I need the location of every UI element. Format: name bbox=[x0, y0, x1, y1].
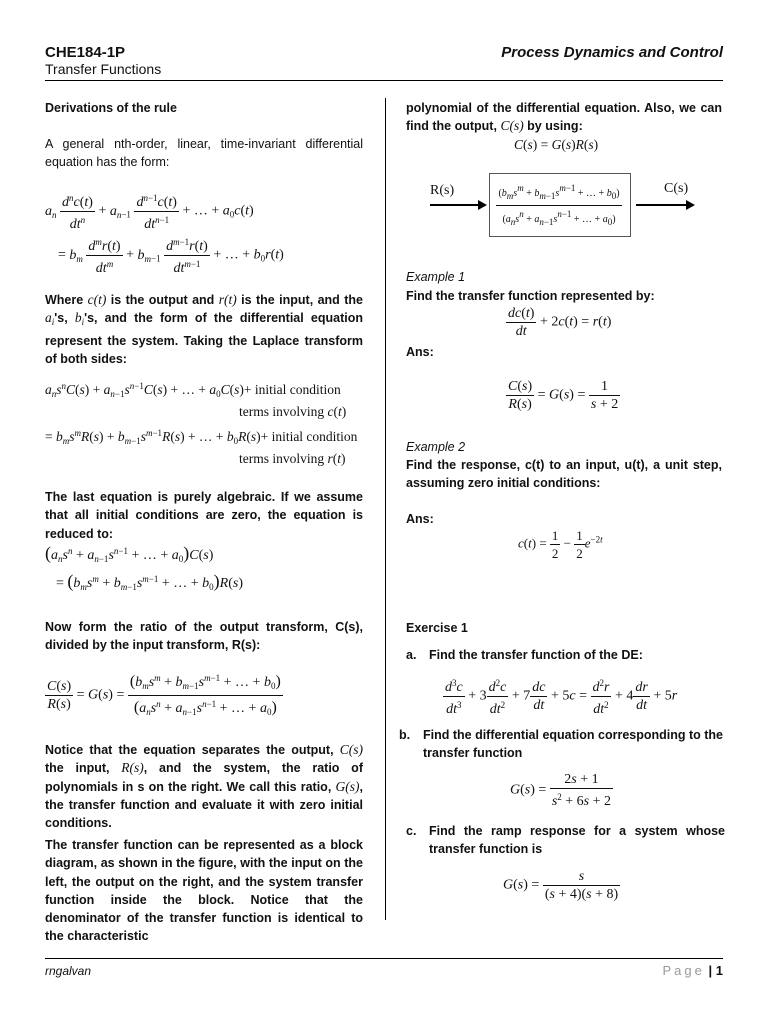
example2-answer: c(t) = $\frac{1}{2}$ − $\frac{1}{2}$ $e^{-2t}$ bbox=[518, 528, 603, 561]
notice-paragraph: Notice that the equation separates the output, C(s) the input, R(s), and the system, the ratio of polynomials in s on the right. We call this ratio, G(s), the transfer function and evaluate it with zero initial conditions. bbox=[45, 742, 363, 831]
ode-equation-line1: $a_n$ $\frac{d^nc(t)}{dt^n}$ + $a_{n-1}$ $\frac{d^{n-1}c(t)}{dt^{n-1}}$ + … + $a_0c(t)$ bbox=[45, 190, 254, 233]
example2-title: Example 2 bbox=[406, 440, 466, 454]
exercise-a-label: a. bbox=[406, 648, 417, 662]
page-separator: | bbox=[708, 963, 713, 978]
course-code: CHE184-1P bbox=[45, 44, 126, 61]
example1-equation: $\frac{dc(t)}{dt}$ + 2c(t) = r(t) bbox=[508, 306, 612, 339]
column-divider bbox=[385, 98, 386, 920]
exercise-c-label: c. bbox=[406, 824, 417, 838]
section-heading: Derivations of the rule bbox=[45, 101, 177, 115]
ratio-paragraph: Now form the ratio of the output transform, C(s), divided by the input transform, R(s): bbox=[45, 620, 363, 653]
diagram-input-label: R(s) bbox=[430, 183, 455, 198]
output-equation: C(s) = G(s)R(s) bbox=[514, 137, 599, 152]
reduced-equation-line1: ($a_ns^n + a_{n-1}s^{n-1}$ + … + $a_0)C(s)$ bbox=[45, 543, 214, 564]
example1-ans-label: Ans: bbox=[406, 345, 434, 359]
exercise-b-label: b. bbox=[399, 728, 411, 742]
document-subtitle: Transfer Functions bbox=[45, 61, 162, 77]
reduced-equation-line2: = ($b_ms^m + b_{m-1}s^{m-1}$ + … + $b_0)R(s)$ bbox=[56, 571, 244, 592]
example1-question: Find the transfer function represented by: bbox=[406, 289, 655, 303]
exercise-a-text: Find the transfer function of the DE: bbox=[429, 648, 643, 662]
footer-page bbox=[663, 963, 724, 978]
output-paragraph: polynomial of the differential equation. Also, we can find the output, C(s) by using: bbox=[406, 101, 722, 134]
laplace-terms-c: terms involving c(t) bbox=[239, 404, 347, 419]
example2-ans-label: Ans: bbox=[406, 512, 434, 526]
output-arrow-head bbox=[686, 200, 695, 210]
page-number: 1 bbox=[715, 963, 723, 978]
page-word: Page bbox=[662, 963, 705, 978]
input-arrow-line bbox=[430, 204, 480, 206]
laplace-equation-line1: $a_ns^nC(s) + a_{n-1}s^{n-1}C(s)$ + … + $a_0C(s)+$ initial condition bbox=[45, 381, 341, 399]
exercise-a-equation: $\frac{d^3c}{dt^3}$ + 3 $\frac{d^2c}{dt^2}$ + 7 $\frac{dc}{dt}$ + 5c = $\frac{d^2r}{dt^2}$ + 4 $\frac{dr}{dt}$ + 5r bbox=[443, 675, 677, 718]
example1-answer: $\frac{C(s)}{R(s)}$ = G(s) = $\frac{1}{s + 2}$ bbox=[508, 379, 619, 412]
laplace-terms-r: terms involving r(t) bbox=[239, 451, 346, 466]
footer-rule bbox=[45, 958, 723, 959]
diagram-output-label: C(s) bbox=[664, 181, 689, 196]
exercise-title: Exercise 1 bbox=[406, 621, 468, 635]
exercise-c-equation: G(s) = $\frac{s}{(s + 4)(s + 8)}$ bbox=[503, 869, 619, 902]
intro-paragraph: A general nth-order, linear, time-invariant differential equation has the form: bbox=[45, 137, 363, 170]
where-paragraph: Where c(t) is the output and r(t) is the input, and the $a_i's$, $b_i's$, and the form of the differential equation represent the system. Taking the Laplace transform of both sides: bbox=[45, 292, 363, 366]
header-rule bbox=[45, 80, 723, 81]
transfer-function-definition: $\frac{C(s)}{R(s)}$ = G(s) = $\frac{(b_ms^m + b_{m-1}s^{m-1} + \dots + b_0)}{(a_ns^n + a_{n-1}s^{n-1} + \dots + a_0)}$ bbox=[45, 670, 283, 721]
ode-equation-line2: = $b_m$ $\frac{d^mr(t)}{dt^m}$ + $b_{m-1}$ $\frac{d^{m-1}r(t)}{dt^{m-1}}$ + … + $b_0r(t)$ bbox=[58, 234, 284, 277]
exercise-b-text: Find the differential equation corresponding to the transfer function bbox=[423, 728, 723, 761]
example1-title: Example 1 bbox=[406, 270, 466, 284]
footer-author: rngalvan bbox=[45, 964, 92, 978]
output-arrow-line bbox=[636, 204, 688, 206]
block-diagram-paragraph: The transfer function can be represented as a block diagram, as shown in the figure, with the input on the left, the output on the right, and the system transfer function inside the block. Notice that the denominator of the transfer function is identical to the characteristic bbox=[45, 838, 363, 944]
document-title: Process Dynamics and Control bbox=[501, 44, 723, 61]
laplace-equation-line2: = $b_ms^mR(s) + b_{m-1}s^{m-1}R(s)$ + … + $b_0R(s)+$ initial condition bbox=[45, 428, 358, 446]
example2-question: Find the response, c(t) to an input, u(t), a unit step, assuming zero initial conditions: bbox=[406, 458, 722, 491]
block-fraction: $\frac{(b_ms^m + b_{m-1}s^{m-1} + \dots + b_0)}{(a_ns^n + a_{n-1}s^{n-1} + \dots + a_0)}$ bbox=[478, 180, 640, 231]
exercise-c-text: Find the ramp response for a system whose transfer function is bbox=[429, 824, 725, 857]
exercise-b-equation: G(s) = $\frac{2s + 1}{s^2 + 6s + 2}$ bbox=[510, 772, 612, 809]
algebraic-paragraph: The last equation is purely algebraic. If we assume that all initial conditions are zero, the equation is reduced to: bbox=[45, 490, 363, 541]
